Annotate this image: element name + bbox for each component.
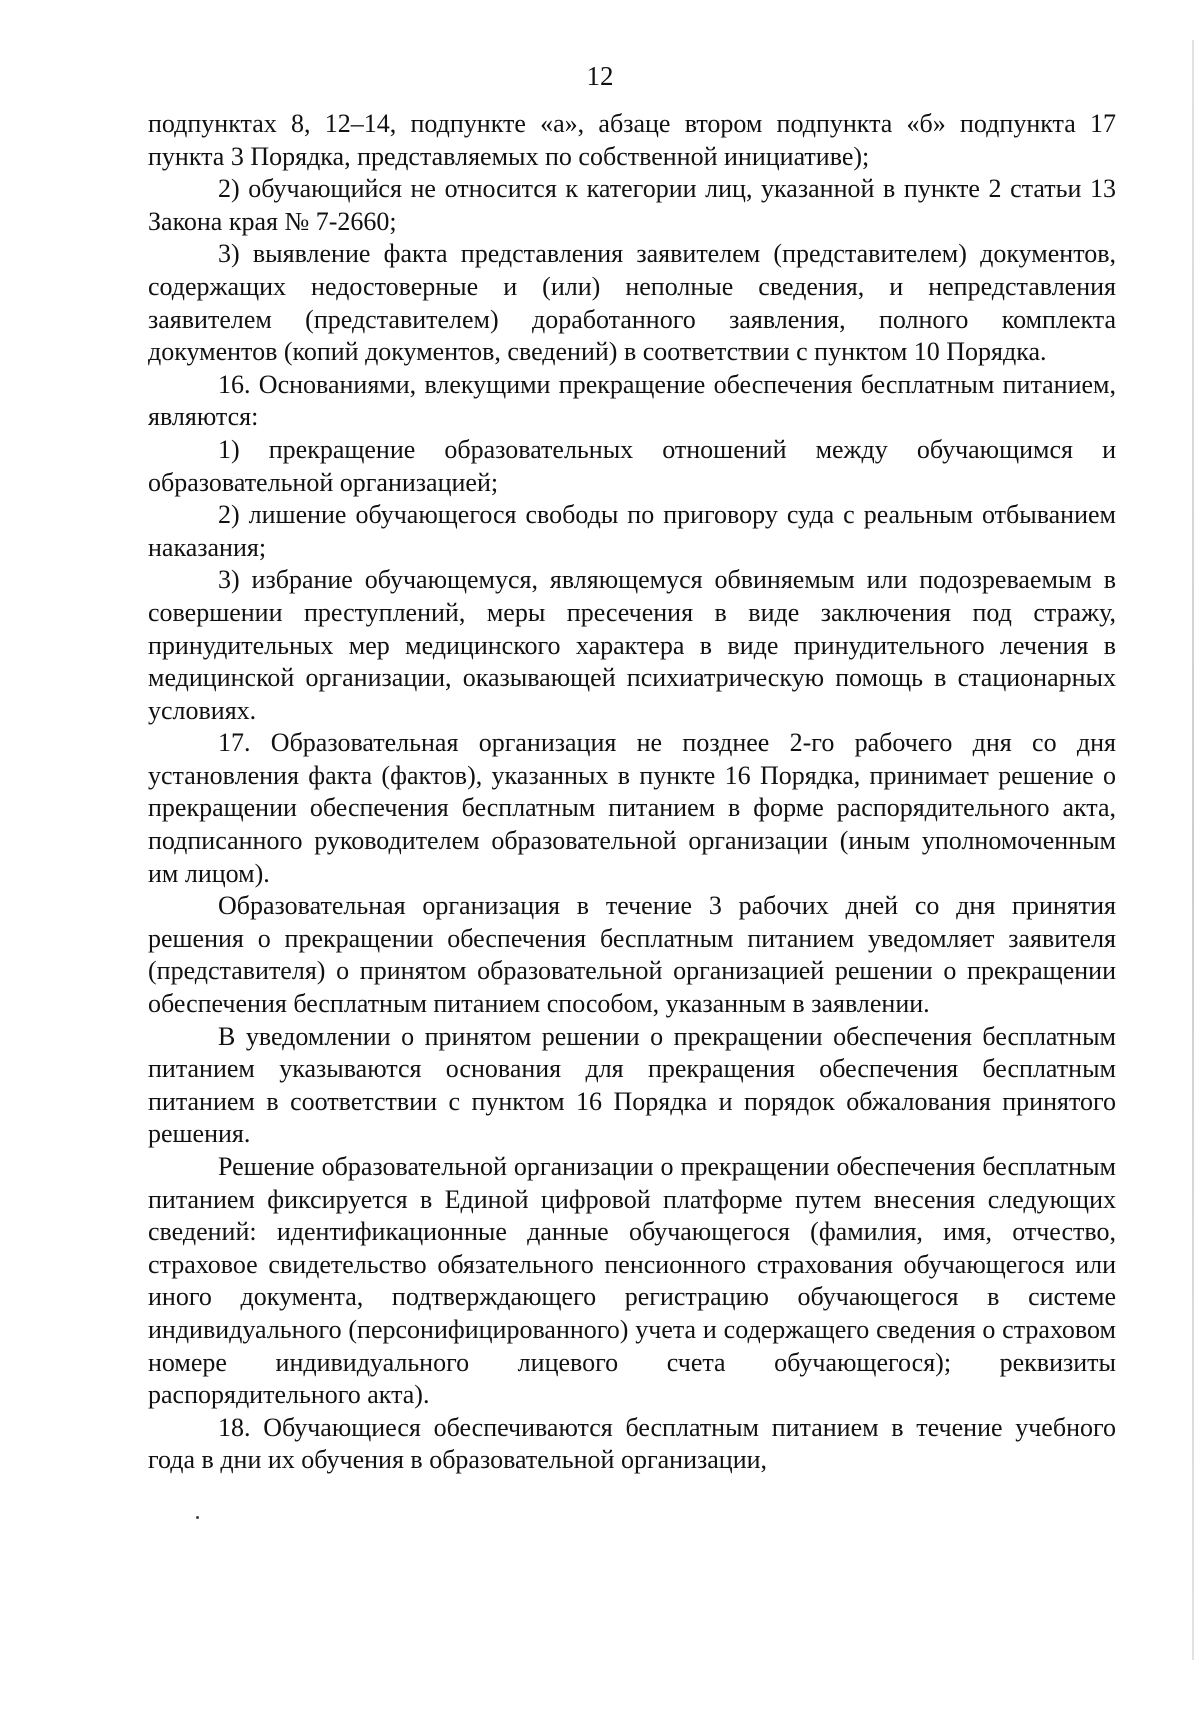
paragraph-continuation: подпунктах 8, 12–14, подпункте «а», абзаце втором подпункта «б» подпункта 17 пункта 3 Порядка, представляемых по собственной инициативе);	[148, 109, 1116, 171]
scan-edge-shadow	[1192, 40, 1194, 1660]
paragraph-16-item-3: 3) избрание обучающемуся, являющемуся обвиняемым или подозреваемым в совершении преступлений, меры пресечения в виде заключения под стражу, принудительных мер медицинского характера в виде принудительного лечения в медицинской организации, оказывающей психиатрическую помощь в стационарных условиях.	[148, 565, 1116, 725]
paragraph-16-heading: 16. Основаниями, влекущими прекращение обеспечения бесплатным питанием, являются:	[148, 369, 1116, 432]
paragraph-17-platform-record: Решение образовательной организации о прекращении обеспечения бесплатным питанием фиксируется в Единой цифровой платформе путем внесения следующих сведений: идентификационные данные обучающегося (фамилия, имя, отчество, страховое свидетельство обязательного пенсионного страхования обучающегося или иного документа, подтверждающего регистрацию обучающегося в системе индивидуального (персонифицированного) учета и содержащего сведения о страховом номере индивидуального лицевого счета обучающегося); реквизиты распорядительного акта).	[148, 1152, 1116, 1410]
document-body	[148, 108, 1116, 1477]
paragraph-15-item-3: 3) выявление факта представления заявителем (представителем) документов, содержащих недостоверные и (или) неполные сведения, и непредставления заявителем (представителем) доработанного заявления, полного комплекта документов (копий документов, сведений) в соответствии с пунктом 10 Порядка.	[148, 239, 1116, 367]
paragraph-15-item-2: 2) обучающийся не относится к категории лиц, указанной в пункте 2 статьи 13 Закона края № 7-2660;	[148, 174, 1116, 236]
paragraph-17-notice-content: В уведомлении о принятом решении о прекращении обеспечения бесплатным питанием указываются основания для прекращения обеспечения бесплатным питанием в соответствии с пунктом 16 Порядка и порядок обжалования принятого решения.	[148, 1021, 1116, 1149]
paragraph-18: 18. Обучающиеся обеспечиваются бесплатным питанием в течение учебного года в дни их обучения в образовательной организации,	[148, 1412, 1116, 1475]
paragraph-16-item-1: 1) прекращение образовательных отношений между обучающимся и образовательной организацией;	[148, 434, 1116, 497]
paragraph-17: 17. Образовательная организация не позднее 2-го рабочего дня со дня установления факта (фактов), указанных в пункте 16 Порядка, принимает решение о прекращении обеспечения бесплатным питанием в форме распорядительного акта, подписанного руководителем образовательной организации (иным уполномоченным им лицом).	[148, 728, 1116, 888]
paragraph-17-notification: Образовательная организация в течение 3 рабочих дней со дня принятия решения о прекращении обеспечения бесплатным питанием уведомляет заявителя (представителя) о принятом образовательной организацией решении о прекращении обеспечения бесплатным питанием способом, указанным в заявлении.	[148, 891, 1116, 1019]
scan-dust-mark	[196, 1516, 199, 1519]
paragraph-16-item-2: 2) лишение обучающегося свободы по приговору суда с реальным отбыванием наказания;	[148, 500, 1116, 562]
page-number: 12	[586, 61, 614, 91]
